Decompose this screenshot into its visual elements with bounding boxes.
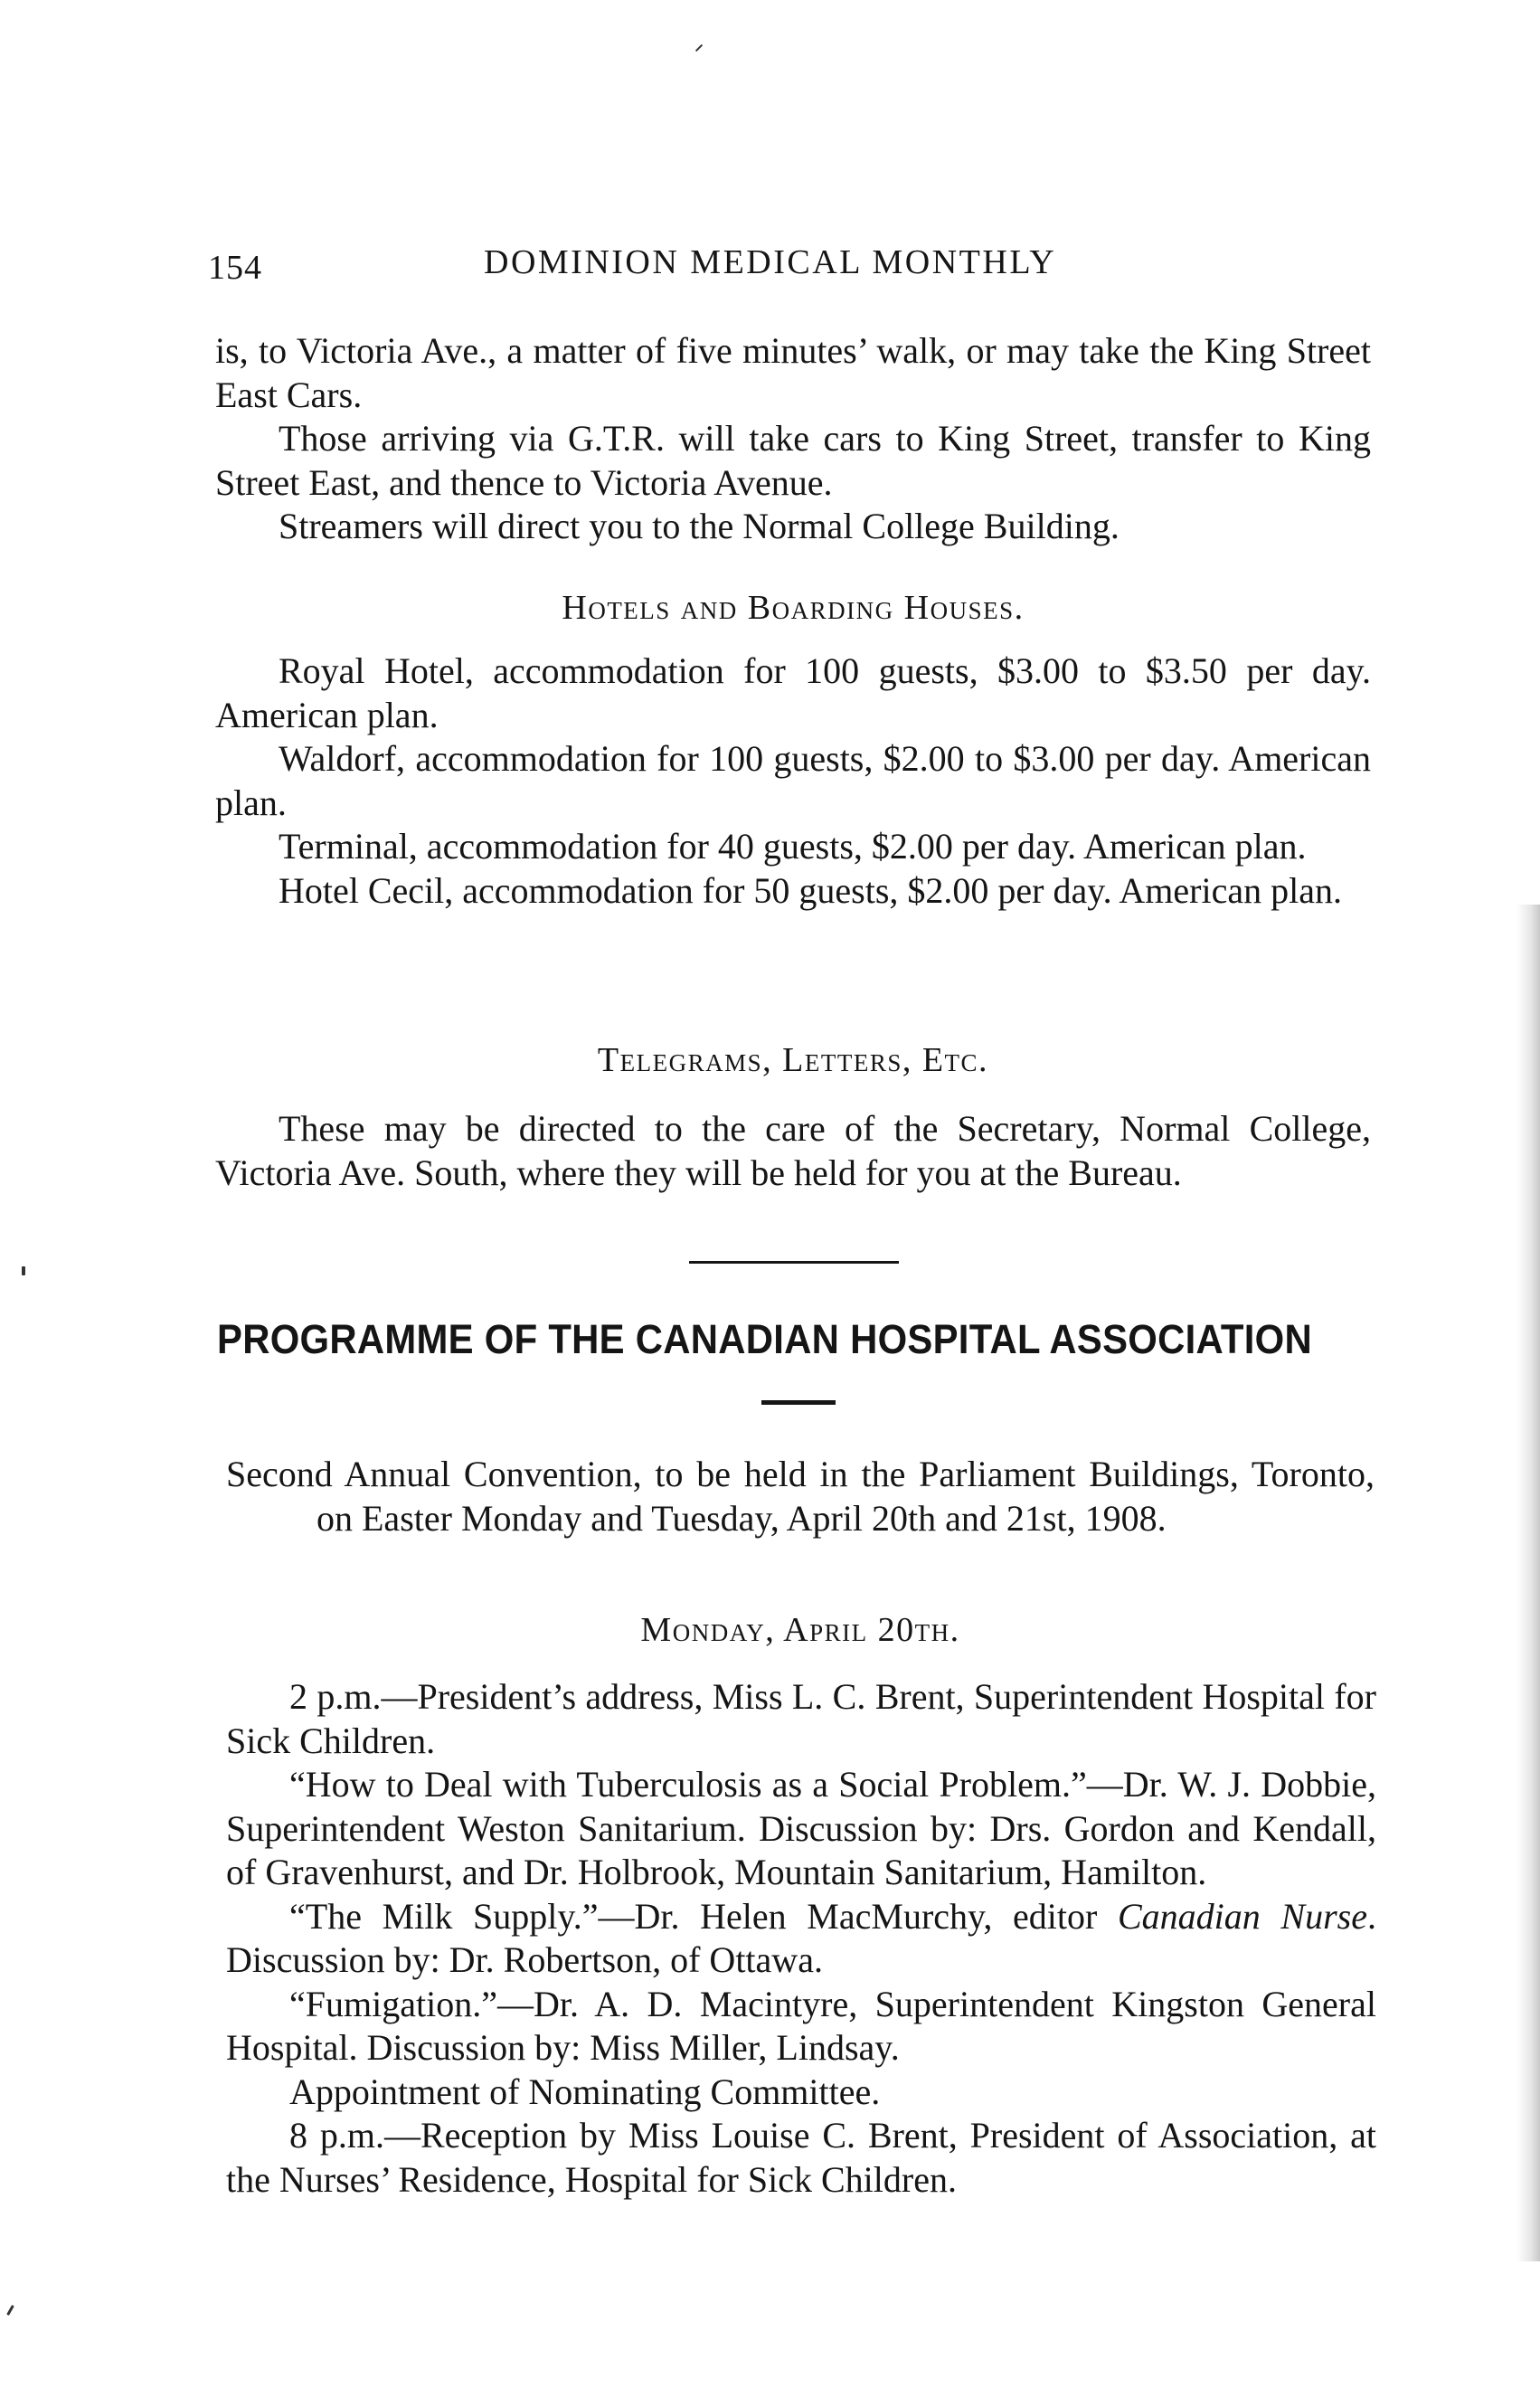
hotel-entry: Hotel Cecil, accommodation for 50 guests, $2.00 per day. American plan. <box>279 869 1342 911</box>
programme-item: “How to Deal with Tuberculosis as a Social Problem.”—Dr. W. J. Dobbie, Superintendent Weston Sanitarium. Discussion by: Drs. Gordon and Kendall, of Gravenhurst, and Dr. Holbrook, Mountain Sanitarium, Hamilton. <box>226 1764 1376 1892</box>
scan-mark <box>6 2305 14 2316</box>
milk-supply-lead: “The Milk Supply.”—Dr. Helen MacMurchy, editor <box>289 1895 1118 1937</box>
telegrams-body <box>215 1107 1371 1195</box>
directions-paragraph: Those arriving via G.T.R. will take cars to King Street, transfer to King Street East, and thence to Victoria Avenue. <box>215 418 1371 503</box>
programme-item <box>226 1895 1376 1983</box>
scan-mark <box>22 1266 25 1275</box>
hotels-heading: Hotels and Boarding Houses. <box>562 589 1025 627</box>
programme-item: 8 p.m.—Reception by Miss Louise C. Brent, President of Association, at the Nurses’ Residence, Hospital for Sick Children. <box>226 2115 1376 2200</box>
section-divider <box>689 1261 899 1264</box>
hotel-entry: Royal Hotel, accommodation for 100 guests, $3.00 to $3.50 per day. American plan. <box>215 650 1371 735</box>
telegrams-heading: Telegrams, Letters, Etc. <box>597 1041 989 1079</box>
title-underline <box>761 1400 836 1405</box>
programme-item: “Fumigation.”—Dr. A. D. Macintyre, Superintendent Kingston General Hospital. Discussion by: Miss Miller, Lindsay. <box>226 1983 1376 2068</box>
scan-mark <box>695 44 703 52</box>
directions-paragraph: is, to Victoria Ave., a matter of five minutes’ walk, or may take the King Street East Cars. <box>215 330 1371 415</box>
telegrams-section <box>215 1040 1371 1080</box>
hotels-section <box>215 588 1371 628</box>
milk-supply-rest: . Discussion by: Dr. Robertson, of Ottawa. <box>226 1895 1376 1980</box>
telegrams-paragraph: These may be directed to the care of the Secretary, Normal College, Victoria Ave. South, where they will be held for you at the Bureau. <box>215 1108 1371 1193</box>
programme-title: PROGRAMME OF THE CANADIAN HOSPITAL ASSOCIATION <box>217 1316 1313 1362</box>
directions-section <box>215 329 1371 549</box>
programme-item: 2 p.m.—President’s address, Miss L. C. Brent, Superintendent Hospital for Sick Children. <box>226 1676 1376 1761</box>
hotels-list <box>215 649 1371 913</box>
convention-intro: Second Annual Convention, to be held in the Parliament Buildings, Toronto, on Easter Monday and Tuesday, April 20th and 21st, 1908. <box>226 1454 1375 1539</box>
programme-item: Appointment of Nominating Committee. <box>289 2071 881 2112</box>
day-heading: Monday, April 20th. <box>640 1611 960 1649</box>
day-section <box>226 1610 1375 1650</box>
hotel-entry: Waldorf, accommodation for 100 guests, $2.00 to $3.00 per day. American plan. <box>215 738 1371 823</box>
hotel-entry: Terminal, accommodation for 40 guests, $2.00 per day. American plan. <box>279 826 1307 867</box>
page-edge-shadow <box>1516 905 1540 2261</box>
page-header <box>208 242 1148 297</box>
programme-intro <box>226 1453 1375 1540</box>
page-number: 154 <box>208 249 262 287</box>
programme-items <box>226 1675 1376 2202</box>
directions-paragraph: Streamers will direct you to the Normal College Building. <box>279 506 1120 546</box>
running-title: DOMINION MEDICAL MONTHLY <box>484 243 1057 281</box>
journal-name: Canadian Nurse <box>1118 1895 1367 1937</box>
